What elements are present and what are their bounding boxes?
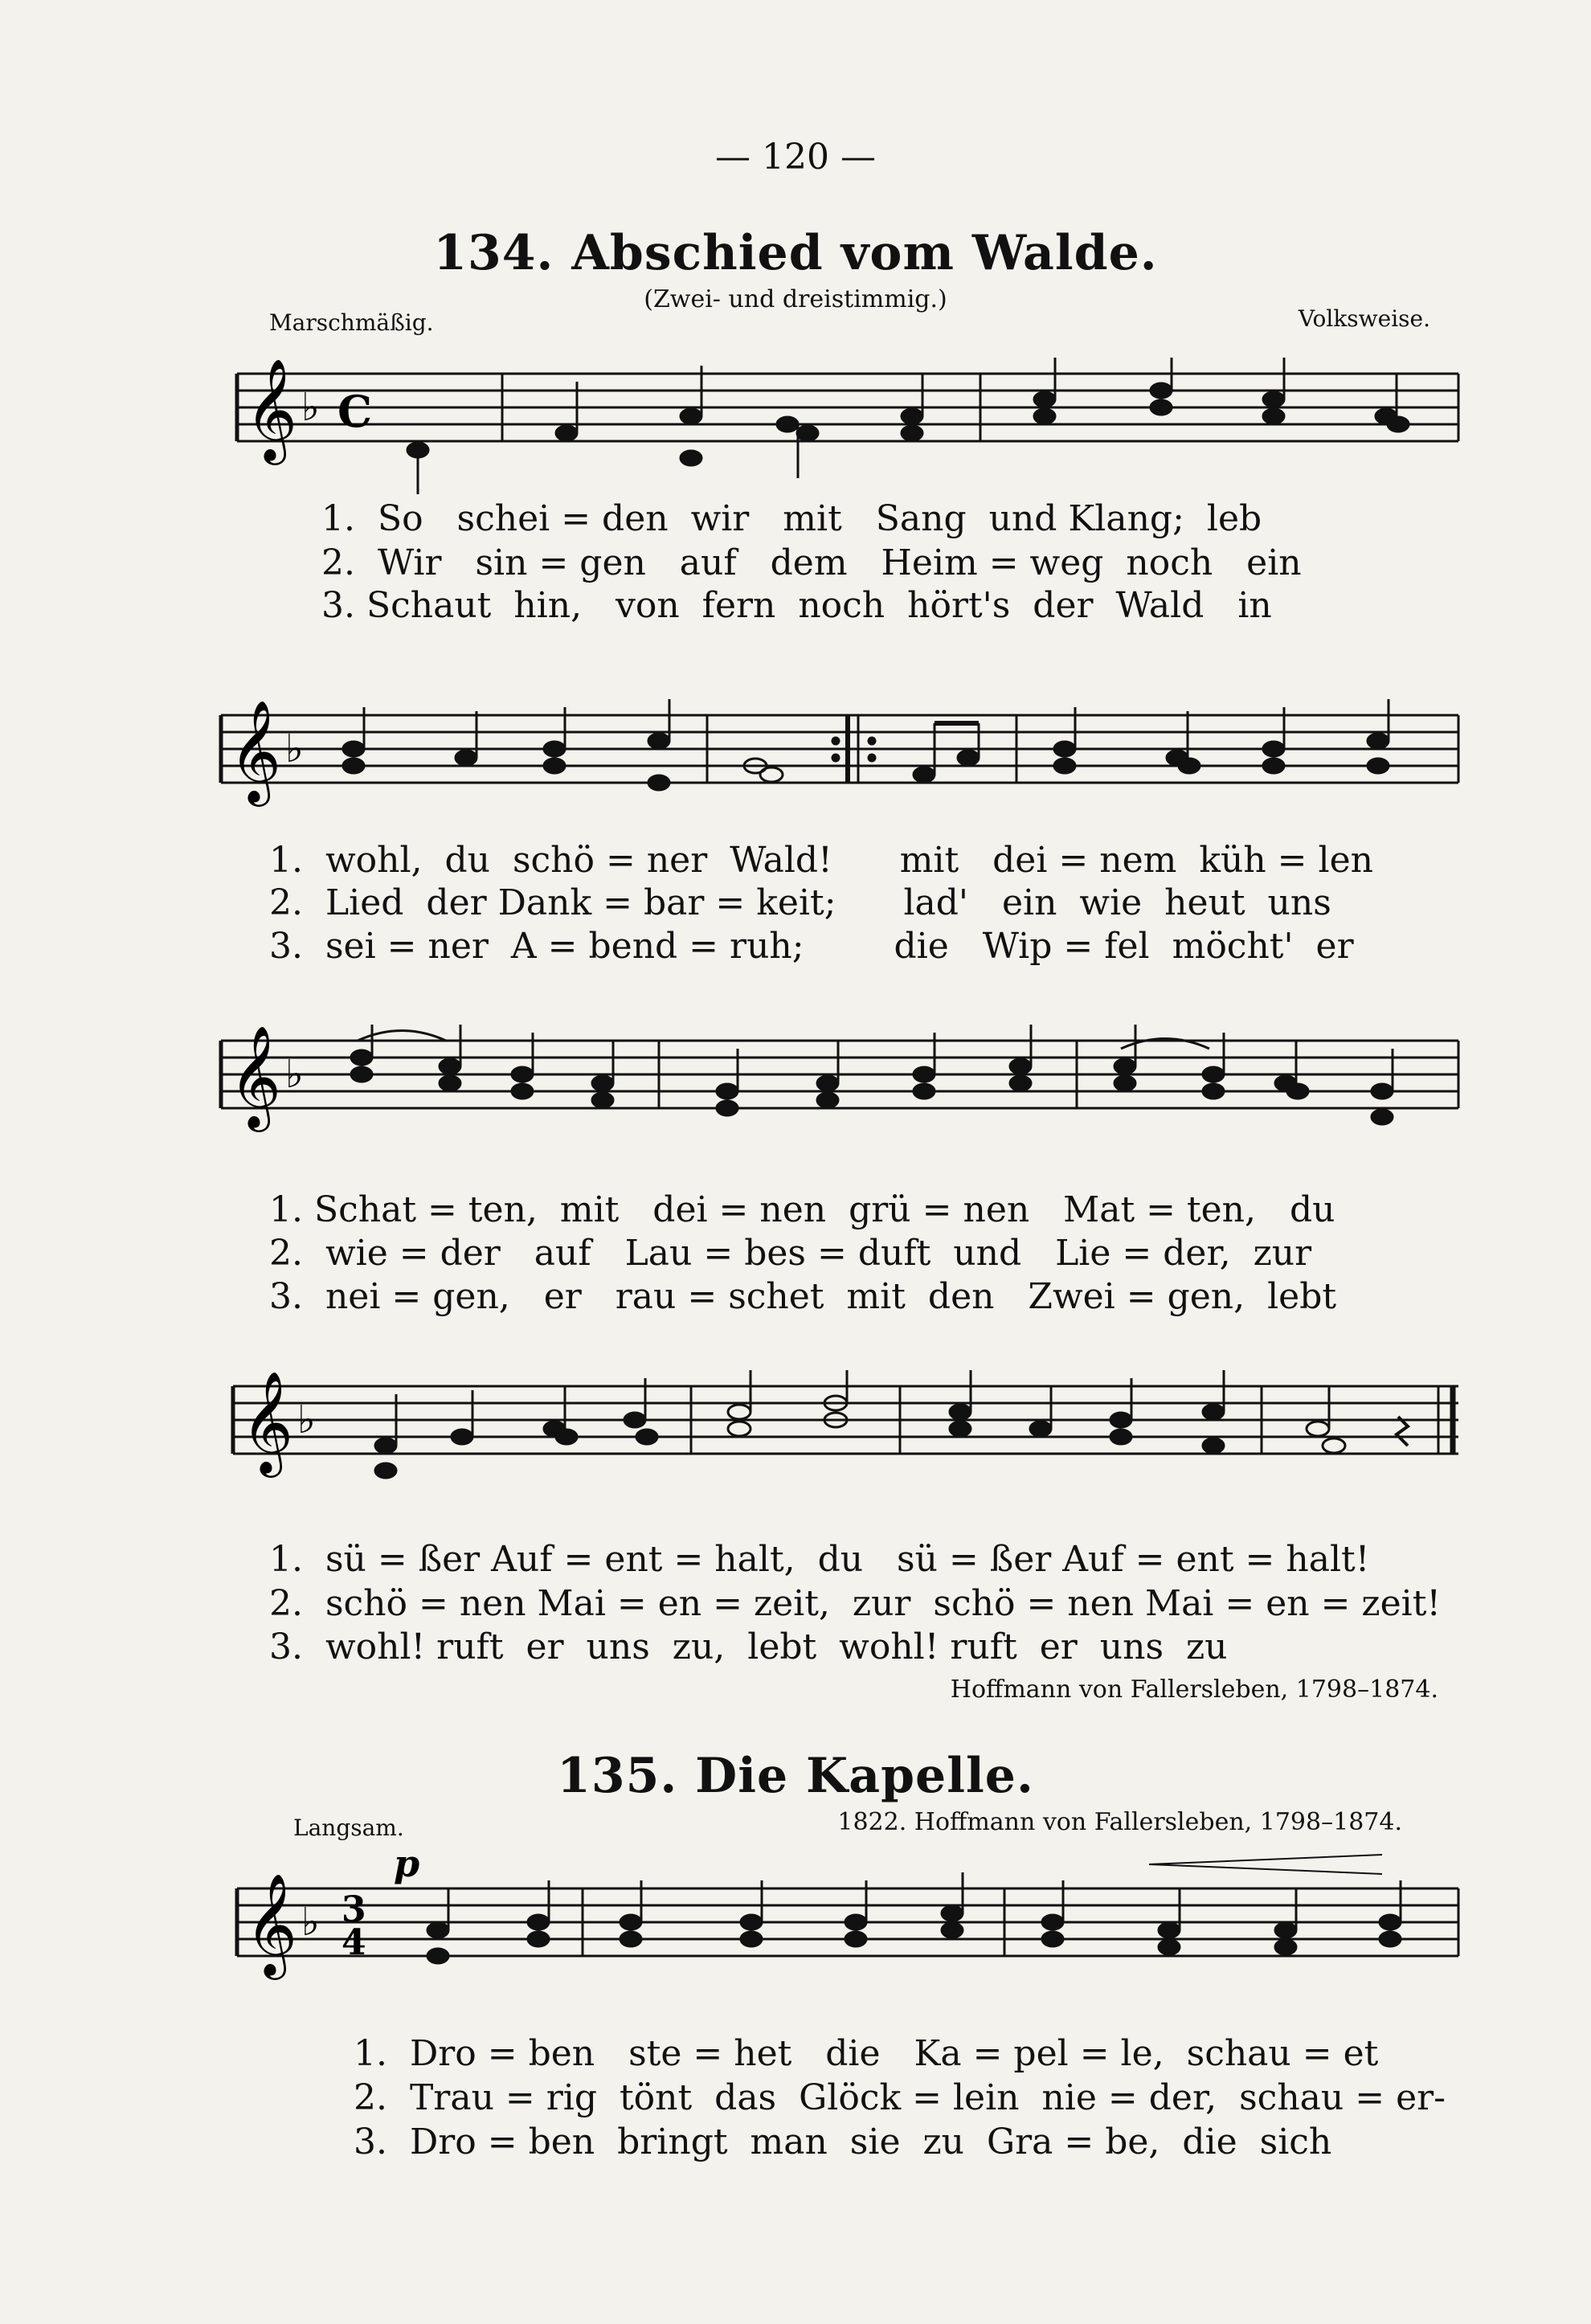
svg-text:𝄞: 𝄞 (245, 358, 298, 460)
svg-text:𝄞: 𝄞 (241, 1370, 294, 1473)
lyric-line: 3. nei = gen, er rau = schet mit den Zwei = gen, lebt (269, 1276, 1337, 1317)
lyric-line: 1. wohl, du schö = ner Wald! mit dei = nem küh = len (269, 840, 1373, 881)
lyric-line: 2. schö = nen Mai = en = zeit, zur schö = nen Mai = en = zeit! (269, 1583, 1442, 1624)
tempo-marking: Marschmäßig. (269, 309, 434, 336)
song-title: 135. Die Kapelle. (557, 1748, 1034, 1804)
music-staff-4 (0, 1370, 1591, 1531)
lyric-line: 1. Schat = ten, mit dei = nen grü = nen Mat = ten, du (269, 1189, 1335, 1230)
lyric-line: 1. sü = ßer Auf = ent = halt, du sü = ßer Auf = ent = halt! (269, 1539, 1370, 1580)
svg-text:3: 3 (342, 1889, 366, 1930)
lyric-line: 3. Dro = ben bringt man sie zu Gra = be, die sich (354, 2121, 1332, 2162)
author-credit: 1822. Hoffmann von Fallersleben, 1798–1874. (837, 1808, 1402, 1836)
music-staff-1 (0, 358, 1591, 518)
svg-text:♭: ♭ (285, 726, 304, 771)
lyric-line: 2. Wir sin = gen auf dem Heim = weg noch ein (321, 542, 1302, 583)
lyric-line: 2. Lied der Dank = bar = keit; lad' ein wie heut uns (269, 882, 1331, 923)
origin-label: Volksweise. (1298, 305, 1430, 332)
svg-text:C: C (337, 386, 372, 437)
tempo-marking: Langsam. (293, 1815, 404, 1841)
song-subtitle: (Zwei- und dreistimmig.) (644, 285, 947, 313)
svg-text:♭: ♭ (285, 1052, 304, 1097)
lyric-line: 2. Trau = rig tönt das Glöck = lein nie = der, schau = er- (354, 2077, 1446, 2118)
dynamic-marking: p (394, 1842, 420, 1885)
lyric-line: 1. So schei = den wir mit Sang und Klang; leb (321, 498, 1262, 539)
page-number: — 120 — (715, 137, 876, 178)
lyric-line: 3. Schaut hin, von fern noch hört's der Wald in (321, 585, 1272, 626)
svg-text:𝄞: 𝄞 (229, 699, 282, 802)
music-staff-3 (0, 1025, 1591, 1185)
music-staff-5 (0, 1840, 1591, 2017)
svg-text:♭: ♭ (301, 1900, 320, 1945)
lyric-line: 2. wie = der auf Lau = bes = duft und Lie = der, zur (269, 1233, 1312, 1274)
song-title: 134. Abschied vom Walde. (433, 225, 1158, 281)
svg-text:♭: ♭ (297, 1397, 316, 1442)
svg-text:𝄞: 𝄞 (245, 1872, 298, 1975)
music-staff-2 (0, 699, 1591, 860)
author-credit: Hoffmann von Fallersleben, 1798–1874. (950, 1675, 1438, 1704)
lyric-line: 3. sei = ner A = bend = ruh; die Wip = fel möcht' er (269, 926, 1354, 967)
svg-text:4: 4 (342, 1922, 366, 1963)
lyric-line: 1. Dro = ben ste = het die Ka = pel = le, schau = et (354, 2033, 1379, 2074)
svg-text:♭: ♭ (301, 385, 320, 430)
lyric-line: 3. wohl! ruft er uns zu, lebt wohl! ruft er uns zu (269, 1626, 1228, 1667)
svg-text:𝄞: 𝄞 (229, 1025, 282, 1127)
